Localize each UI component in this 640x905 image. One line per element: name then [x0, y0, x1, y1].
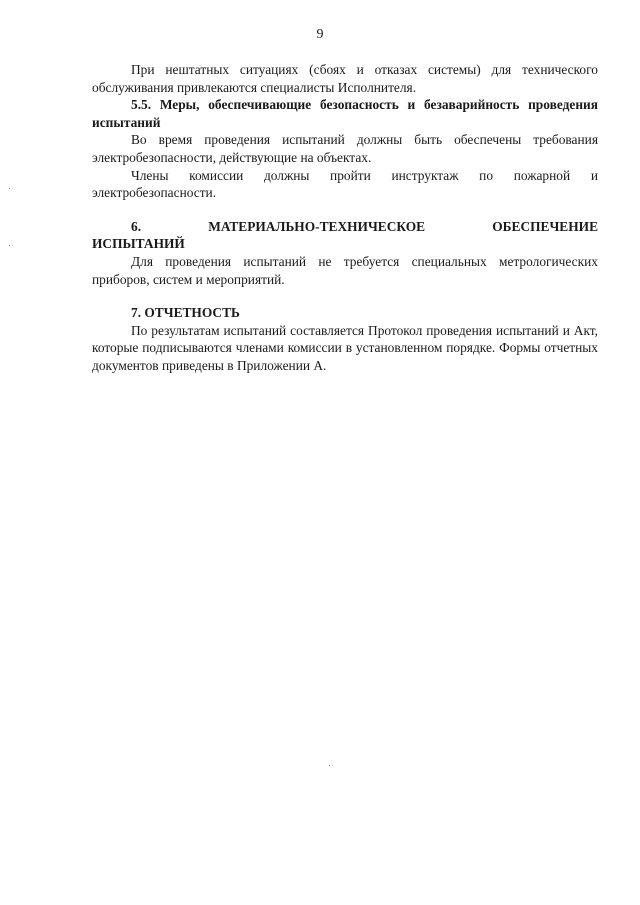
paragraph-commission-briefing: Члены комиссии должны пройти инструктаж по пожарной и электробезопасности.	[92, 167, 598, 201]
heading-section-6-continued: ИСПЫТАНИЙ	[92, 236, 185, 252]
heading-section-5-5: 5.5. Меры, обеспечивающие безопасность и безаварийность проведения испытаний	[92, 97, 598, 130]
heading-section-6: 6. МАТЕРИАЛЬНО-ТЕХНИЧЕСКОЕ ОБЕСПЕЧЕНИЕ	[131, 218, 598, 234]
page-number: 9	[316, 27, 324, 42]
heading-section-7: 7. ОТЧЕТНОСТЬ	[131, 305, 240, 321]
paragraph-maintenance: При нештатных ситуациях (сбоях и отказах системы) для технического обслуживания привлекаются специалисты Исполнителя.	[92, 62, 598, 95]
scan-speck	[9, 188, 10, 189]
paragraph-reporting: По результатам испытаний составляется Протокол проведения испытаний и Акт, которые подписываются членами комиссии в установленном порядке. Формы отчетных документов приведены в Приложении А.	[92, 322, 598, 373]
scan-speck	[9, 245, 10, 246]
paragraph-electrical-safety: Во время проведения испытаний должны быть обеспечены требования электробезопасности, действующие на объектах.	[92, 132, 598, 165]
scan-speck	[329, 765, 330, 766]
document-body	[92, 61, 598, 375]
paragraph-metrology: Для проведения испытаний не требуется специальных метрологических приборов, систем и мероприятий.	[92, 253, 598, 287]
